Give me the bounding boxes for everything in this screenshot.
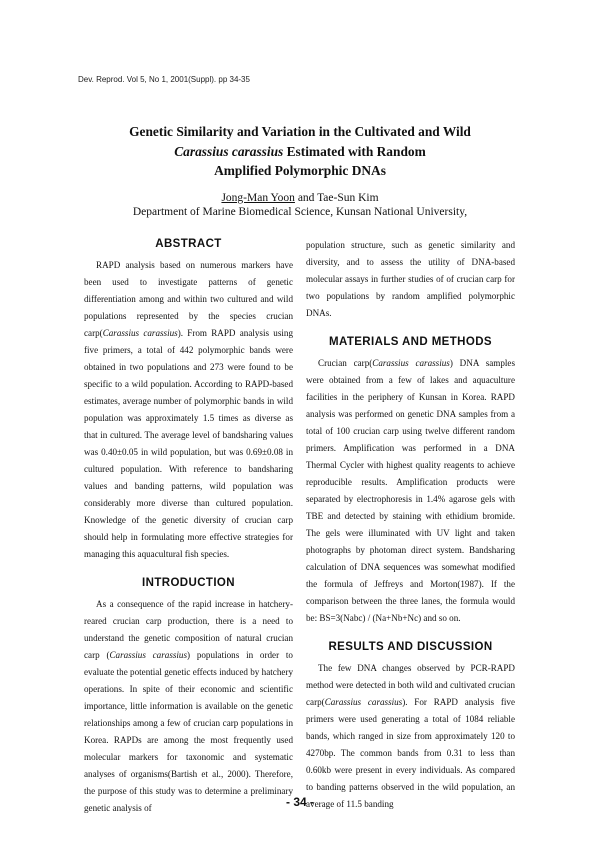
methods-text-2: ) DNA samples were obtained from a few of lakes and aquaculture facilities in the periphery of Kunsan in Korea. RAPD analysis was performed on genetic DNA samples from a total of 100 crucian carp using twelve different random primers. Amplification was performed in a DNA Thermal Cycler with highest quality reagents to achieve reproducible results. Amplification products were separated by electrophoresis in 1.4% agarose gels with TBE and detected by staining with ethidium bromide. The gels were illuminated with UV light and taken photographs by photoman direct system. Bandsharing calculation of DNA sequences was somewhat modified the formula of Jeffreys and Morton(1987). If the comparison between the three lanes, the formula would be: BS=3(Nabc) / (Na+Nb+Nc) and so on.: [306, 358, 515, 623]
results-species: Carassius carassius: [324, 697, 403, 707]
title-line-1: Genetic Similarity and Variation in the Cultivated and Wild: [129, 124, 471, 139]
abstract-species: Carassius carassius: [102, 328, 178, 338]
left-column: [84, 236, 293, 817]
abstract-text-1: RAPD analysis based on numerous markers have been used to investigate patterns of genetic differentiation among and within two cultured and wild populations represented by the species crucian carp(: [84, 260, 293, 338]
methods-heading: MATERIALS AND METHODS: [328, 336, 492, 348]
introduction-heading: INTRODUCTION: [142, 577, 235, 589]
paper-title: [80, 122, 520, 181]
introduction-continued: population structure, such as genetic similarity and diversity, and to assess the utility of DNA-based molecular assays in further studies of of crucian carp for two populations by random amplified polymorphic DNAs.: [306, 240, 515, 318]
affiliation: Department of Marine Biomedical Science, Kunsan National University,: [132, 206, 468, 218]
results-text-2: ). For RAPD analysis five primers were used generating a total of 1084 reliable bands, which ranged in size from approximately 120 to 4270bp. The common bands from 0.31 to less than 0.60kb were present in every individuals. As compared to banding patterns observed in the wild population, an average of 11.5 banding: [306, 697, 515, 809]
title-line-2: [80, 142, 520, 162]
results-heading: RESULTS AND DISCUSSION: [328, 641, 493, 653]
results-text-1: The few DNA changes observed by PCR-RAPD method were detected in both wild and cultivated crucian carp(: [306, 663, 515, 707]
results-body: [306, 660, 515, 813]
abstract-body: [84, 257, 293, 563]
abstract-text-2: ). From RAPD analysis using five primers, a total of 442 polymorphic bands were obtained in two populations and 273 were found to be specific to a wild population. According to RAPD-based estimates, average number of polymorphic bands in wild population was approximately 1.5 times as diverse as that in cultured. The average level of bandsharing values was 0.40±0.05 in wild population, but was 0.69±0.08 in cultured population. With reference to bandsharing values and banding patterns, wild population was considerably more diverse than cultured population. Knowledge of the genetic diversity of crucian carp should help in formulating more effective strategies for managing this aquacultural fish species.: [84, 328, 293, 559]
title-species-name: Carassius carassius: [174, 143, 284, 159]
author-line: [80, 192, 520, 204]
methods-species: Carassius carassius: [372, 358, 450, 368]
introduction-body: [84, 596, 293, 817]
first-author: Jong-Man Yoon: [221, 192, 295, 204]
other-authors: and Tae-Sun Kim: [294, 192, 379, 204]
right-column: [306, 237, 515, 813]
introduction-text-1: As a consequence of the rapid increase in hatchery-reared crucian carp production, there is a need to understand the genetic composition of natural crucian carp (: [84, 599, 293, 660]
abstract-heading: ABSTRACT: [155, 238, 222, 250]
journal-citation: Dev. Reprod. Vol 5, No 1, 2001(Suppl). pp 34-35: [78, 75, 250, 84]
introduction-text-2: ) populations in order to evaluate the potential genetic effects induced by hatchery operations. In spite of their economic and scientific importance, little information is available on the genetic relationships among a few of crucian carp populations in Korea. RAPDs are among the most frequently used molecular markers for taxonomic and systematic analyses of organisms(Bartish et al., 2000). Therefore, the purpose of this study was to determine a preliminary genetic analysis of: [84, 650, 293, 813]
title-line-3: Amplified Polymorphic DNAs: [214, 163, 386, 178]
introduction-species: Carassius carassius: [109, 650, 188, 660]
title-line-2-rest: Estimated with Random: [283, 143, 426, 159]
page-number: - 34 -: [285, 795, 314, 809]
methods-body: [306, 355, 515, 627]
methods-text-1: Crucian carp(: [318, 358, 373, 368]
